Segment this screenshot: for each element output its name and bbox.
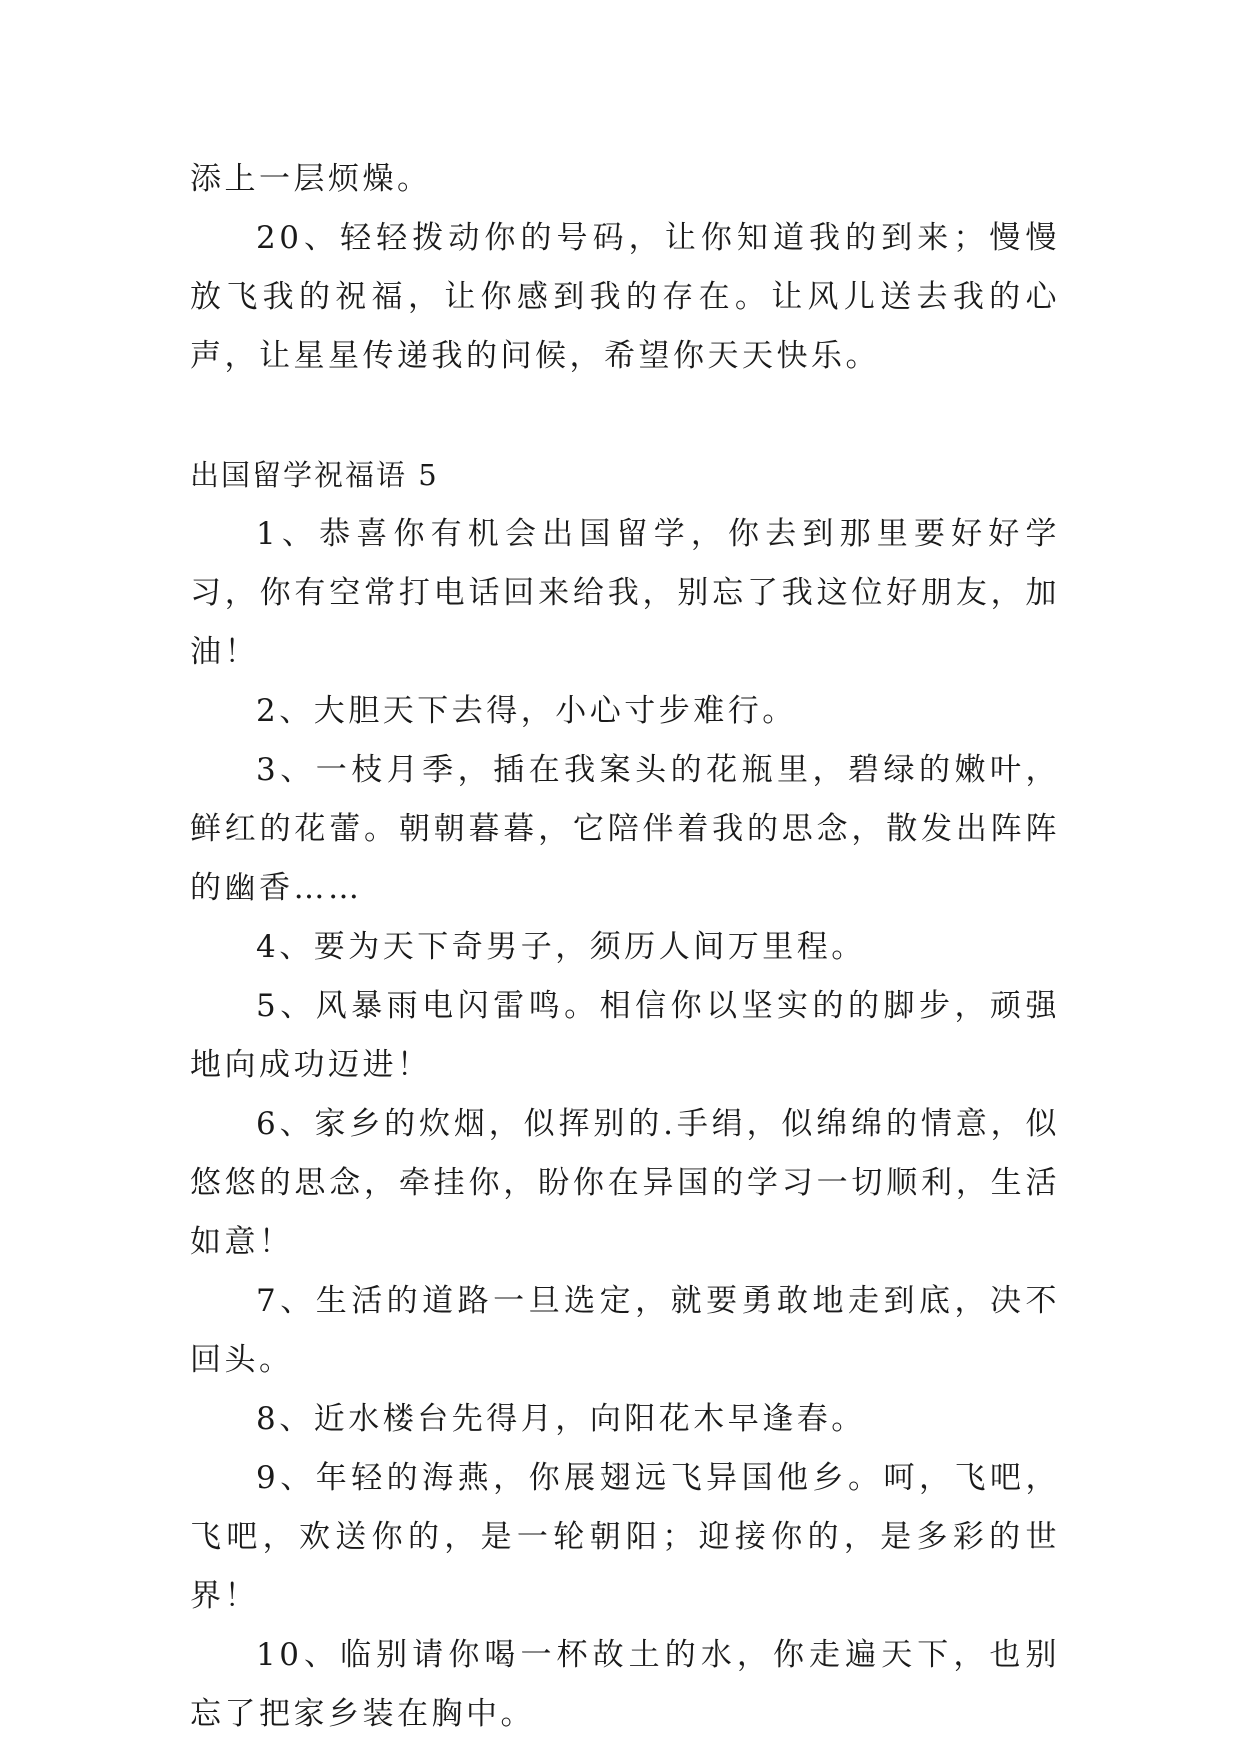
list-item: 7、生活的道路一旦选定，就要勇敢地走到底，决不回头。	[190, 1283, 1060, 1378]
list-item: 10、临别请你喝一杯故土的水，你走遍天下，也别忘了把家乡装在胸中。	[190, 1637, 1060, 1732]
list-item: 5、风暴雨电闪雷鸣。相信你以坚实的的脚步，顽强地向成功迈进！	[190, 988, 1060, 1083]
section-title: 出国留学祝福语 5	[190, 458, 439, 492]
list-item: 8、近水楼台先得月，向阳花木早逢春。	[256, 1401, 866, 1437]
list-item: 3、一枝月季，插在我案头的花瓶里，碧绿的嫩叶，鲜红的花蕾。朝朝暮暮，它陪伴着我的思念，散发出阵阵的幽香……	[190, 752, 1060, 906]
section-spacer	[190, 386, 1060, 446]
list-item: 2、大胆天下去得，小心寸步难行。	[256, 693, 797, 729]
paragraph-continuation: 添上一层烦燥。	[190, 161, 432, 197]
list-item: 6、家乡的炊烟，似挥别的.手绢，似绵绵的情意，似悠悠的思念，牵挂你，盼你在异国的学习一切顺利，生活如意！	[190, 1106, 1060, 1260]
paragraph-item-20: 20、轻轻拨动你的号码，让你知道我的到来；慢慢放飞我的祝福，让你感到我的存在。让风儿送去我的心声，让星星传递我的问候，希望你天天快乐。	[190, 220, 1060, 374]
list-item: 4、要为天下奇男子，须历人间万里程。	[256, 929, 866, 965]
list-item: 1、恭喜你有机会出国留学，你去到那里要好好学习，你有空常打电话回来给我，别忘了我这位好朋友，加油！	[190, 516, 1060, 670]
document-body	[190, 150, 1060, 1744]
list-item: 9、年轻的海燕，你展翅远飞异国他乡。呵，飞吧，飞吧，欢送你的，是一轮朝阳；迎接你的，是多彩的世界！	[190, 1460, 1060, 1614]
